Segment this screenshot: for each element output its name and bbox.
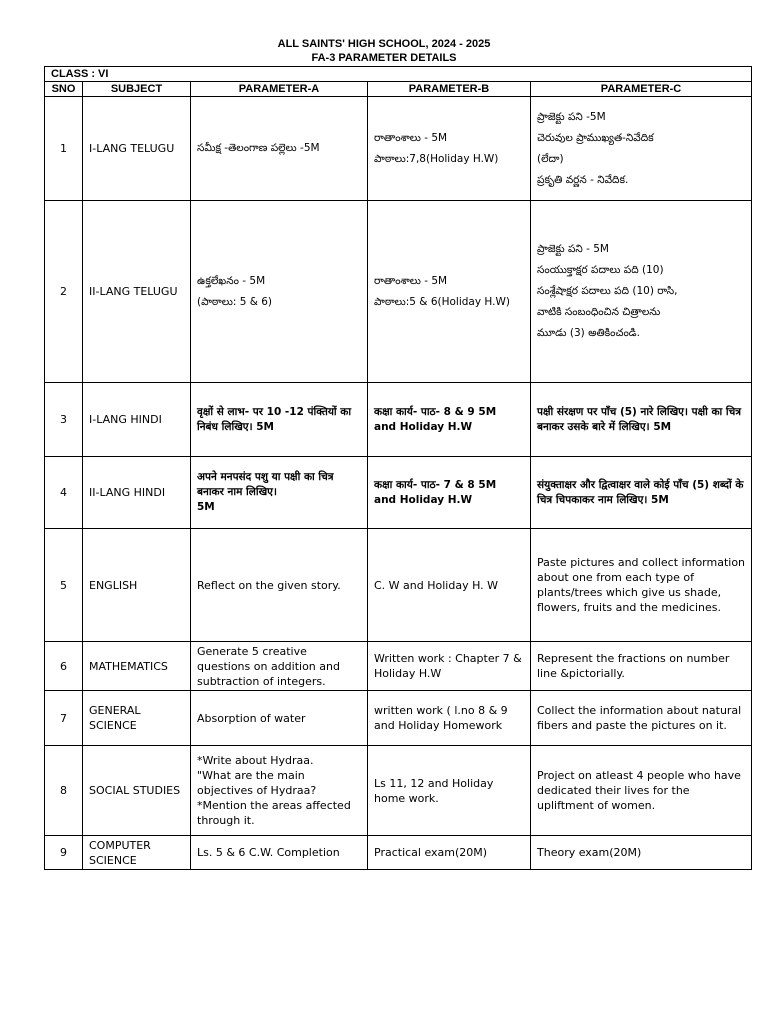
parameter-c-line: Represent the fractions on number line &pictorially.	[537, 652, 730, 680]
parameter-b-line: పాఠాలు:5 & 6(Holiday H.W)	[374, 295, 510, 308]
parameter-b-line: రాతాంశాలు - 5M	[374, 131, 448, 144]
title-line-2: FA-3 PARAMETER DETAILS	[311, 52, 457, 64]
column-header-parameter-a: PARAMETER-A	[191, 82, 368, 97]
row-parameter-a	[191, 746, 368, 836]
row-parameter-c	[531, 457, 752, 529]
parameter-c-line: Paste pictures and collect information about one from each type of plants/trees which give us shade, flowers, fruits and the medicines.	[537, 556, 746, 614]
table-row	[45, 836, 752, 870]
row-parameter-c	[531, 642, 752, 691]
row-parameter-c	[531, 383, 752, 457]
table-row	[45, 746, 752, 836]
parameter-c-line: ప్రాజెక్టు పని -5M	[537, 110, 606, 123]
row-sno: 5	[45, 529, 83, 642]
table-row	[45, 201, 752, 383]
parameter-c-line: ప్రకృతి వర్ణన - నివేదిక.	[537, 173, 629, 186]
header-row	[45, 82, 752, 97]
parameter-b-line: written work ( l.no 8 & 9 and Holiday Homework	[374, 704, 508, 732]
row-parameter-b	[368, 836, 531, 870]
column-header-subject: SUBJECT	[83, 82, 191, 97]
table-row	[45, 529, 752, 642]
parameter-a-line: *Mention the areas affected through it.	[197, 799, 351, 827]
parameter-b-line: Ls 11, 12 and Holiday home work.	[374, 776, 494, 805]
row-parameter-a	[191, 383, 368, 457]
row-parameter-b	[368, 201, 531, 383]
row-parameter-a	[191, 457, 368, 529]
table-row	[45, 457, 752, 529]
row-subject: SOCIAL STUDIES	[83, 746, 191, 836]
parameter-c-line: మూడు (3) అతికించండి.	[537, 327, 640, 339]
row-sno: 8	[45, 746, 83, 836]
row-parameter-b	[368, 97, 531, 201]
row-sno: 7	[45, 691, 83, 746]
document-title	[0, 37, 768, 65]
parameter-c-line: వాటికి సంబంధించిన చిత్రాలను	[537, 306, 661, 318]
row-parameter-b	[368, 457, 531, 529]
parameter-c-line: Project on atleast 4 people who have dedicated their lives for the upliftment of women.	[537, 769, 741, 812]
row-subject: I-LANG TELUGU	[83, 97, 191, 201]
row-subject: I-LANG HINDI	[83, 383, 191, 457]
parameter-a-line: Generate 5 creative questions on addition and subtraction of integers.	[197, 644, 340, 688]
row-parameter-a	[191, 97, 368, 201]
row-parameter-c	[531, 691, 752, 746]
table-row	[45, 691, 752, 746]
row-sno: 6	[45, 642, 83, 691]
row-parameter-c	[531, 529, 752, 642]
class-row	[45, 67, 752, 82]
row-parameter-c	[531, 836, 752, 870]
row-parameter-b	[368, 642, 531, 691]
table-row	[45, 642, 752, 691]
parameter-b-line: రాతాంశాలు - 5M	[374, 274, 448, 287]
row-parameter-b	[368, 529, 531, 642]
row-parameter-c	[531, 97, 752, 201]
row-parameter-a	[191, 642, 368, 691]
row-sno: 1	[45, 97, 83, 201]
row-sno: 4	[45, 457, 83, 529]
parameter-a-line: సమీక్ష -తెలంగాణ పల్లెలు -5M	[197, 142, 320, 154]
parameter-c-line: संयुक्ताक्षर और द्वित्वाक्षर वाले कोई पाँच (5) शब्दों के चित्र चिपकाकर नाम लिखिए। 5M	[537, 478, 744, 506]
row-parameter-a	[191, 691, 368, 746]
table-row	[45, 383, 752, 457]
parameter-c-line: చెరువుల ప్రాముఖ్యత-నివేదిక	[537, 131, 654, 144]
parameter-a-line: Ls. 5 & 6 C.W. Completion	[197, 846, 340, 859]
parameter-a-line: Reflect on the given story.	[197, 578, 341, 592]
column-header-parameter-c: PARAMETER-C	[531, 82, 752, 97]
parameter-a-line: *Write about Hydraa.	[197, 754, 314, 767]
row-parameter-a	[191, 836, 368, 870]
parameter-b-line: कक्षा कार्य- पाठ- 8 & 9 5M	[374, 405, 497, 418]
column-header-sno: SNO	[45, 82, 83, 97]
parameter-c-line: Theory exam(20M)	[537, 846, 642, 859]
parameter-a-line: ఉక్తలేఖనం - 5M	[197, 274, 266, 287]
parameter-c-line: ప్రాజెక్టు పని - 5M	[537, 243, 609, 255]
row-subject: COMPUTER SCIENCE	[83, 836, 191, 870]
title-line-1: ALL SAINTS' HIGH SCHOOL, 2024 - 2025	[277, 38, 491, 50]
row-parameter-c	[531, 201, 752, 383]
row-parameter-a	[191, 529, 368, 642]
row-subject: GENERAL SCIENCE	[83, 691, 191, 746]
parameter-b-line: कक्षा कार्य- पाठ- 7 & 8 5M	[374, 478, 497, 491]
parameter-b-line: and Holiday H.W	[374, 493, 473, 506]
parameter-a-line: (పాఠాలు: 5 & 6)	[197, 295, 273, 308]
row-subject: MATHEMATICS	[83, 642, 191, 691]
parameter-table	[44, 66, 752, 870]
parameter-c-line: पक्षी संरक्षण पर पाँच (5) नारे लिखिए। पक्षी का चित्र बनाकर उसके बारे में लिखिए। 5M	[537, 405, 742, 433]
parameter-c-line: (లేదా)	[537, 152, 564, 165]
row-subject: ENGLISH	[83, 529, 191, 642]
row-sno: 2	[45, 201, 83, 383]
class-label: CLASS : VI	[45, 67, 752, 82]
parameter-a-line: वृक्षों से लाभ- पर 10 -12 पंक्तियों का निबंध लिखिए। 5M	[197, 405, 352, 433]
row-parameter-a	[191, 201, 368, 383]
row-parameter-b	[368, 746, 531, 836]
parameter-b-line: Written work : Chapter 7 & Holiday H.W	[374, 652, 522, 680]
parameter-c-line: సంయుక్తాక్షర పదాలు పది (10)	[537, 264, 664, 276]
parameter-b-line: పాఠాలు:7,8(Holiday H.W)	[374, 152, 499, 165]
parameter-b-line: C. W and Holiday H. W	[374, 578, 499, 592]
parameter-a-line: Absorption of water	[197, 711, 306, 725]
row-sno: 3	[45, 383, 83, 457]
parameter-a-line: अपने मनपसंद पशु या पक्षी का चित्र बनाकर नाम लिखिए।	[197, 471, 334, 498]
row-subject: II-LANG HINDI	[83, 457, 191, 529]
parameter-a-line: "What are the main objectives of Hydraa?	[197, 769, 317, 797]
row-parameter-b	[368, 691, 531, 746]
parameter-b-line: Practical exam(20M)	[374, 846, 488, 859]
row-parameter-c	[531, 746, 752, 836]
row-subject: II-LANG TELUGU	[83, 201, 191, 383]
row-parameter-b	[368, 383, 531, 457]
table-row	[45, 97, 752, 201]
parameter-a-line: 5M	[197, 501, 215, 513]
parameter-c-line: సంశ్లేషాక్షర పదాలు పది (10) రాసి,	[537, 285, 678, 297]
parameter-b-line: and Holiday H.W	[374, 420, 473, 433]
row-sno: 9	[45, 836, 83, 870]
column-header-parameter-b: PARAMETER-B	[368, 82, 531, 97]
parameter-c-line: Collect the information about natural fibers and paste the pictures on it.	[537, 704, 742, 732]
